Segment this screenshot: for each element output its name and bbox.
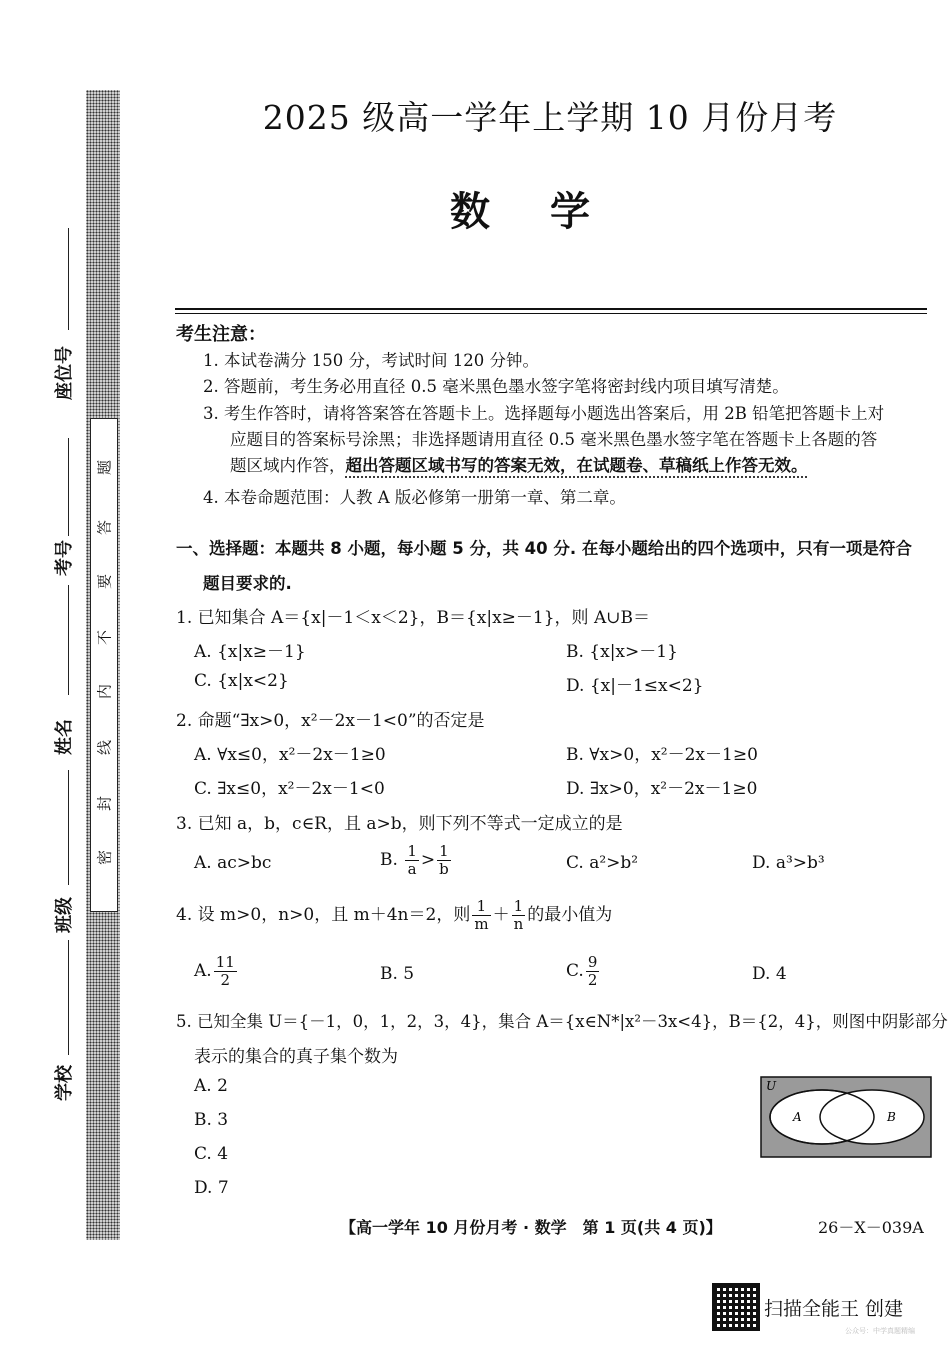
seal-char: 不 (95, 630, 114, 646)
notice-item: 4. 本卷命题范围：人教 A 版必修第一册第一章、第二章。 (203, 488, 626, 507)
question-5-stem: 表示的集合的真子集个数为 (194, 1047, 398, 1067)
q5-option-b: B. 3 (194, 1110, 229, 1130)
q1-option-c: C. {x|x<2} (194, 671, 289, 691)
question-3-stem: 3. 已知 a，b，c∈R，且 a>b，则下列不等式一定成立的是 (176, 814, 623, 834)
page-footer: 【高一学年 10 月份月考 · 数学 第 1 页(共 4 页)】 (340, 1218, 722, 1237)
q2-option-d: D. ∃x>0，x²－2x－1≥0 (566, 779, 758, 799)
header-rule (175, 308, 927, 310)
venn-diagram (760, 1076, 932, 1158)
q5-option-c: C. 4 (194, 1144, 229, 1164)
q3-option-d: D. a³>b³ (752, 853, 825, 873)
q1-option-b: B. {x|x>－1} (566, 642, 678, 662)
denominator: n (513, 915, 524, 933)
seal-char: 答 (95, 520, 114, 536)
fraction (405, 843, 419, 878)
seal-line-box (90, 418, 118, 912)
option-label: A. (194, 961, 212, 981)
q1-option-d: D. {x|－1≤x<2} (566, 676, 704, 696)
option-label: B. (380, 850, 398, 870)
school-label: 学校 (54, 1065, 75, 1101)
fill-line (68, 585, 69, 695)
exam-title: 2025 级高一学年上学期 10 月份月考 (262, 98, 838, 137)
plus-sign: ＋ (492, 905, 510, 925)
q2-option-a: A. ∀x≤0，x²－2x－1≥0 (194, 745, 386, 765)
q4-option-c (566, 954, 601, 989)
denominator: 2 (587, 971, 598, 989)
notice-item: 2. 答题前，考生务必用直径 0.5 毫米黑色墨水签字笔将密封线内项目填写清楚。 (203, 377, 789, 396)
notice-text: 题区域内作答， (230, 456, 346, 475)
fraction (512, 898, 526, 933)
seal-char: 要 (95, 574, 114, 590)
universe-label: U (766, 1079, 777, 1093)
seal-char: 题 (95, 460, 114, 476)
section-heading: 题目要求的. (203, 574, 292, 593)
seal-char: 密 (95, 850, 114, 866)
set-b-label: B (887, 1110, 896, 1124)
section-heading: 一、选择题：本题共 8 小题，每小题 5 分，共 40 分. 在每小题给出的四个选项中，只有一项是符合 (176, 539, 912, 558)
seal-char: 内 (95, 684, 114, 700)
fraction (586, 954, 600, 989)
q5-option-a: A. 2 (194, 1076, 228, 1096)
fill-line (68, 438, 69, 536)
notice-item: 1. 本试卷满分 150 分，考试时间 120 分钟。 (203, 351, 539, 370)
q3-option-c: C. a²>b² (566, 853, 639, 873)
q5-option-d: D. 7 (194, 1178, 229, 1198)
seal-char: 线 (95, 740, 114, 756)
set-b-ellipse (820, 1090, 924, 1144)
numerator: 9 (587, 953, 598, 971)
notice-item: 3. 考生作答时，请将答案答在答题卡上。选择题每小题选出答案后，用 2B 铅笔把答题卡上对 (203, 404, 885, 423)
set-a-label: A (793, 1110, 802, 1124)
question-1-stem: 1. 已知集合 A＝{x|－1＜x＜2}，B＝{x|x≥－1}，则 A∪B＝ (176, 608, 650, 628)
question-2-stem: 2. 命题“∃x>0，x²－2x－1<0”的否定是 (176, 711, 485, 731)
exam-number-label: 考号 (54, 540, 75, 576)
q4-option-a (194, 954, 239, 989)
q4-option-b: B. 5 (380, 964, 415, 984)
notice-title: 考生注意： (176, 324, 266, 345)
paper-code: 26－X－039A (818, 1218, 924, 1237)
stem-text: 4. 设 m>0，n>0，且 m＋4n＝2，则 (176, 905, 471, 925)
notice-emphasis: 超出答题区域书写的答案无效，在试题卷、草稿纸上作答无效。 (345, 456, 808, 475)
q1-option-a: A. {x|x≥－1} (194, 642, 306, 662)
notice-item-with-emphasis (230, 452, 808, 476)
fraction (472, 898, 490, 933)
q2-option-c: C. ∃x≤0，x²－2x－1<0 (194, 779, 385, 799)
numerator: 11 (215, 953, 235, 971)
scanner-watermark: 扫描全能王 创建 (764, 1298, 904, 1320)
question-5-stem: 5. 已知全集 U＝{－1，0，1，2，3，4}，集合 A＝{x∈N*|x²－3x<4}，B＝{2，4}，则图中阴影部分 (176, 1012, 948, 1031)
denominator: m (474, 915, 489, 933)
numerator: 1 (512, 898, 526, 916)
fill-line (68, 770, 69, 885)
q4-option-d: D. 4 (752, 964, 787, 984)
q3-option-a: A. ac>bc (194, 853, 272, 873)
q3-option-b (380, 843, 453, 878)
seat-number-label: 座位号 (54, 346, 75, 400)
denominator: 2 (220, 971, 230, 989)
question-4-stem (176, 898, 612, 933)
numerator: 1 (472, 898, 490, 916)
relation: > (420, 850, 436, 870)
header-rule (175, 313, 927, 314)
class-label: 班级 (54, 897, 75, 933)
subject-title: 数学 (450, 189, 650, 235)
name-label: 姓名 (54, 719, 75, 755)
small-watermark: 公众号：中学真题精编 (845, 1327, 915, 1335)
denominator: a (407, 860, 417, 878)
seal-char: 封 (95, 796, 114, 812)
fill-line (68, 940, 69, 1055)
stem-text: 的最小值为 (527, 905, 613, 925)
fraction (214, 954, 237, 989)
numerator: 1 (407, 842, 417, 860)
fill-line (68, 228, 69, 330)
qr-code-icon (712, 1283, 760, 1331)
fraction (437, 843, 451, 878)
option-label: C. (566, 961, 584, 981)
denominator: b (439, 860, 449, 878)
numerator: 1 (437, 843, 451, 861)
notice-item: 应题目的答案标号涂黑；非选择题请用直径 0.5 毫米黑色墨水签字笔在答题卡上各题的答 (230, 430, 878, 449)
q2-option-b: B. ∀x>0，x²－2x－1≥0 (566, 745, 758, 765)
